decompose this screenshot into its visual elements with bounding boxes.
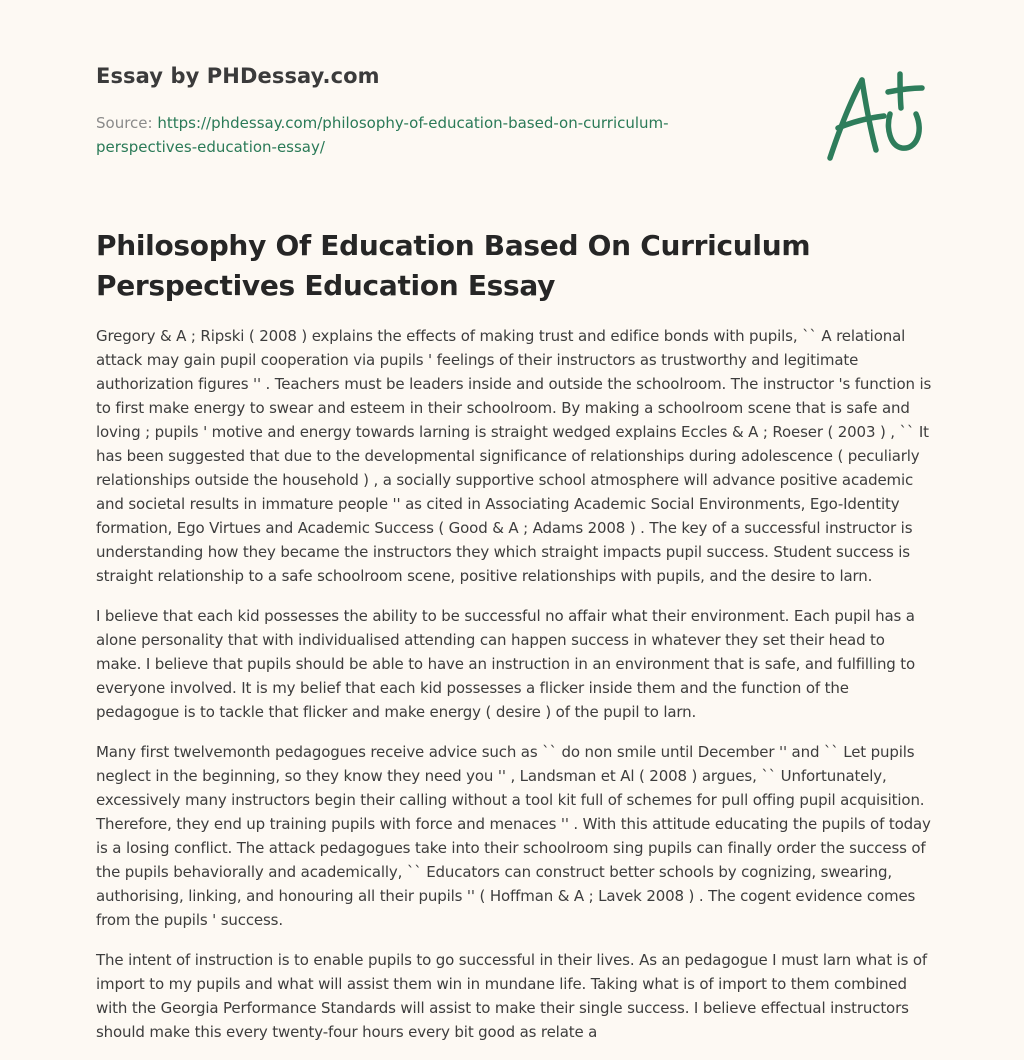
site-title: Essay by PHDessay.com (96, 64, 380, 88)
source-line (96, 111, 736, 159)
source-label: Source: (96, 114, 158, 132)
essay-title: Philosophy Of Education Based On Curriculum Perspectives Education Essay (96, 229, 811, 302)
essay-paragraph: I believe that each kid possesses the ability to be successful no affair what their environment. Each pupil has a alone personality that with individualised attending can happen success in whatever they set their head to make. I believe that pupils should be able to have an instruction in an environment that is safe, and fulfilling to everyone involved. It is my belief that each kid possesses a flicker inside them and the function of the pedagogue is to tackle that flicker and make energy ( desire ) of the pupil to larn. (96, 607, 916, 721)
a-plus-logo (824, 66, 928, 166)
essay-body (96, 324, 932, 1060)
a-plus-logo-icon (824, 66, 928, 166)
source-link[interactable]: https://phdessay.com/philosophy-of-education-based-on-curriculum-perspectives-education-essay/ (96, 114, 669, 156)
essay-paragraph: Many first twelvemonth pedagogues receive advice such as `` do non smile until December '' and `` Let pupils neglect in the beginning, so they know they need you '' , Landsman et Al ( 2008 ) argues, `` Unfortunately, excessively many instructors begin their calling without a tool kit full of schemes for pull offing pupil acquisition. Therefore, they end up training pupils with force and menaces '' . With this attitude educating the pupils of today is a losing conflict. The attack pedagogues take into their schoolroom sing pupils can finally order the success of the pupils behaviorally and academically, `` Educators can construct better schools by cognizing, swearing, authorising, linking, and honouring all their pupils '' ( Hoffman & A ; Lavek 2008 ) . The cogent evidence comes from the pupils ' success. (96, 743, 931, 929)
essay-paragraph: Gregory & A ; Ripski ( 2008 ) explains the effects of making trust and edifice bonds with pupils, `` A relational attack may gain pupil cooperation via pupils ' feelings of their instructors as trustworthy and legitimate authorization figures '' . Teachers must be leaders inside and outside the schoolroom. The instructor 's function is to first make energy to swear and esteem in their schoolroom. By making a schoolroom scene that is safe and loving ; pupils ' motive and energy towards larning is straight wedged explains Eccles & A ; Roeser ( 2003 ) , `` It has been suggested that due to the developmental significance of relationships during adolescence ( peculiarly relationships outside the household ) , a socially supportive school atmosphere will advance positive academic and societal results in immature people '' as cited in Associating Academic Social Environments, Ego-Identity formation, Ego Virtues and Academic Success ( Good & A ; Adams 2008 ) . The key of a successful instructor is understanding how they became the instructors they which straight impacts pupil success. Student success is straight relationship to a safe schoolroom scene, positive relationships with pupils, and the desire to larn. (96, 327, 932, 585)
essay-paragraph: The intent of instruction is to enable pupils to go successful in their lives. As an pedagogue I must larn what is of import to my pupils and what will assist them win in mundane life. Taking what is of import to them combined with the Georgia Performance Standards will assist to make their single success. I believe effectual instructors should make this every twenty-four hours every bit good as relate a (96, 951, 928, 1041)
